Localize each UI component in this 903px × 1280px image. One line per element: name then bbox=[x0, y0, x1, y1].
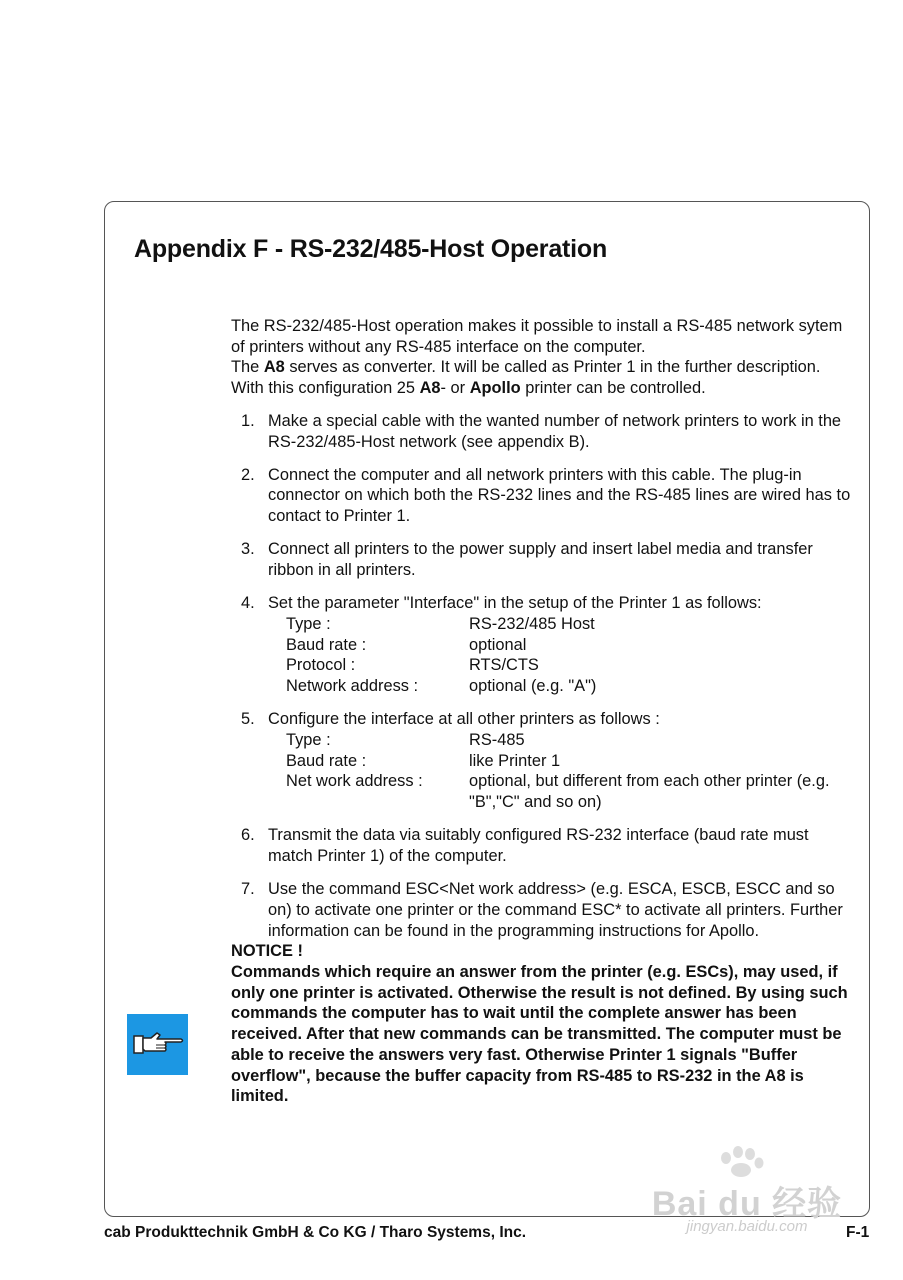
intro-text: serves as converter. It will be called as Printer 1 in the further description. With this configuration 25 bbox=[231, 358, 821, 398]
param-value: RTS/CTS bbox=[469, 656, 539, 675]
parameter-table bbox=[268, 614, 853, 697]
step-number: 1. bbox=[241, 411, 255, 430]
param-label: Protocol : bbox=[286, 656, 356, 675]
list-item bbox=[231, 879, 853, 941]
list-item bbox=[231, 709, 853, 813]
list-item bbox=[231, 539, 853, 580]
param-value: optional (e.g. "A") bbox=[469, 677, 597, 696]
list-item bbox=[231, 465, 853, 527]
parameter-table bbox=[268, 730, 853, 813]
step-text: Connect the computer and all network printers with this cable. The plug-in connector on which both the RS-232 lines and the RS-485 lines are wired has to contact to Printer 1. bbox=[268, 465, 851, 526]
step-number: 3. bbox=[241, 540, 255, 559]
param-label: Type : bbox=[286, 730, 331, 749]
intro-text: printer can be controlled. bbox=[520, 379, 706, 398]
step-text: Transmit the data via suitably configured RS-232 interface (baud rate must match Printer 1) of the computer. bbox=[268, 826, 809, 865]
notice-block bbox=[231, 941, 853, 1107]
step-text: Connect all printers to the power supply and insert label media and transfer ribbon in all printers. bbox=[268, 540, 813, 580]
page-number: F-1 bbox=[846, 1224, 870, 1241]
list-item bbox=[231, 411, 853, 452]
intro-bold: Apollo bbox=[469, 379, 521, 398]
param-label: Type : bbox=[286, 614, 331, 633]
step-text: Make a special cable with the wanted number of network printers to work in the RS-232/485-Host network (see appendix B). bbox=[268, 411, 842, 451]
pointing-hand-icon bbox=[127, 1014, 188, 1075]
document-body bbox=[231, 316, 853, 1107]
pointing-hand-icon-svg bbox=[127, 1014, 188, 1075]
step-number: 4. bbox=[241, 594, 255, 613]
list-item bbox=[231, 825, 853, 866]
intro-bold: A8 bbox=[419, 379, 441, 398]
param-value: optional bbox=[469, 635, 527, 654]
param-value: like Printer 1 bbox=[469, 751, 561, 770]
steps-list bbox=[231, 411, 853, 941]
step-number: 5. bbox=[241, 710, 255, 729]
param-label: Baud rate : bbox=[286, 751, 367, 770]
intro-bold: A8 bbox=[263, 358, 285, 377]
step-text: Use the command ESC<Net work address> (e.g. ESCA, ESCB, ESCC and so on) to activate one printer or the command ESC* to activate all printers. Further information can be found in the programming instructions for Apollo. bbox=[268, 880, 843, 940]
notice-heading: NOTICE ! bbox=[231, 942, 303, 961]
step-number: 7. bbox=[241, 880, 255, 899]
step-text: Configure the interface at all other printers as follows : bbox=[268, 710, 660, 729]
step-number: 2. bbox=[241, 465, 255, 484]
intro-text: The RS-232/485-Host operation makes it possible to install a RS-485 network sytem of printers without any RS-485 interface on the computer. bbox=[231, 317, 843, 356]
step-number: 6. bbox=[241, 826, 255, 845]
param-value: RS-485 bbox=[469, 730, 525, 749]
footer-company: cab Produkttechnik GmbH & Co KG / Tharo Systems, Inc. bbox=[104, 1224, 527, 1241]
param-label: Network address : bbox=[286, 677, 419, 696]
list-item bbox=[231, 593, 853, 697]
watermark-url: jingyan.baidu.com bbox=[686, 1218, 808, 1235]
watermark-text: Bai du 经验 bbox=[651, 1185, 843, 1223]
param-label: Baud rate : bbox=[286, 635, 367, 654]
step-text: Set the parameter "Interface" in the setup of the Printer 1 as follows: bbox=[268, 594, 762, 613]
intro-text: The bbox=[231, 358, 264, 377]
param-label: Net work address : bbox=[286, 772, 423, 791]
notice-text: Commands which require an answer from the printer (e.g. ESCs), may used, if only one printer is activated. Otherwise the result is not defined. By using such commands the computer has to wait until the complete answer has been received. After that new commands can be transmitted. The computer must be able to receive the answers very fast. Otherwise Printer 1 signals "Buffer overflow", because the buffer capacity from RS-485 to RS-232 in the A8 is limited. bbox=[231, 962, 848, 1106]
page-title: Appendix F - RS-232/485-Host Operation bbox=[134, 235, 608, 263]
param-value: RS-232/485 Host bbox=[469, 614, 595, 633]
intro-text: - or bbox=[440, 379, 470, 398]
param-value: optional, but different from each other printer (e.g. "B","C" and so on) bbox=[469, 772, 830, 812]
intro-paragraph bbox=[231, 316, 853, 399]
